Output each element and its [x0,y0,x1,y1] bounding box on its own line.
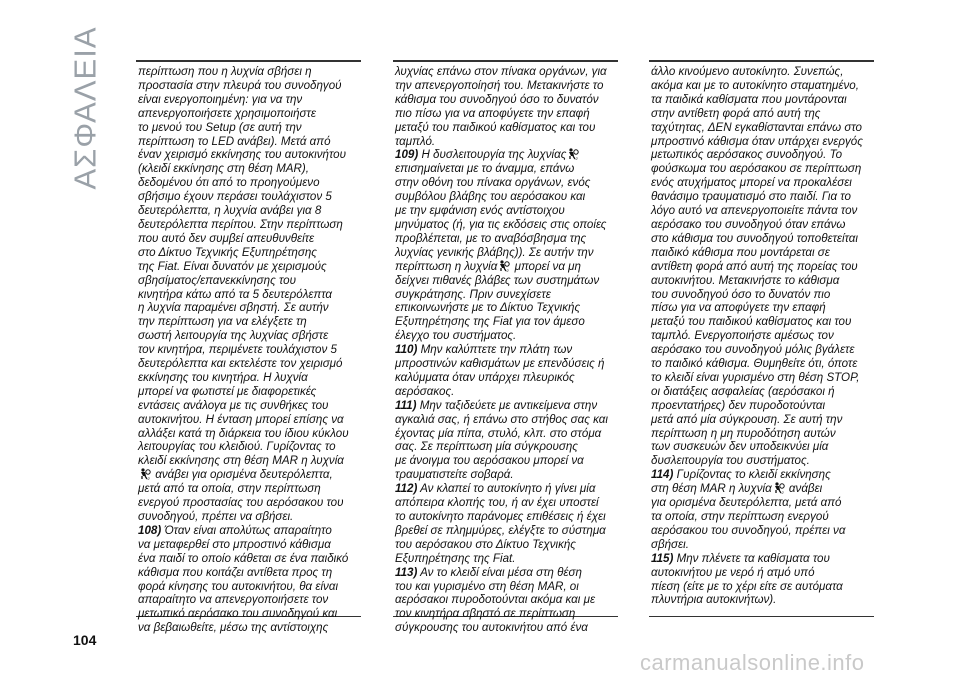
note-number: 115) [651,551,674,565]
paragraph-text: επισημαίνεται με το άναμμα, επάνω στην οθόνη του πίνακα οργάνων, ενός συμβόλου βλάβης του αερόσακου και με την εμφάνιση ενός αντίστοιχου μηνύματος (ή, για τις εκδόσεις στις οποίες προβλέπεται, με το αναβόσβησμα της λυχνίας γενικής βλάβης)). Σε αυτήν την περίπτωση η λυχνία [395,162,607,273]
paragraph: περίπτωση που η λυχνία σβήσει η προστασία στην πλευρά του συνοδηγού είναι ενεργοποιημένη: για να την απενεργοποιήσετε χρησιμοποιήστε το μενού του Setup (σε αυτή την περίπτωση το LED ανάβει). Μετά από έναν χειρισμό εκκίνησης του αυτοκινήτου (κλειδί εκκίνησης στη θέση MAR), δεδομένου ότι από το προηγούμενο σβήσιμο έχουν περάσει τουλάχιστον 5 δευτερόλεπτα, η λυχνία ανάβει για 8 δευτερόλεπτα περίπου. Στην περίπτωση που αυτό δεν συμβεί απευθυνθείτε στο Δίκτυο Τεχνικής Εξυπηρέτησης της Fiat. Είναι δυνατόν με χειρισμούς σβησίματος/επανεκκίνησης του κινητήρα κάτω από τα 5 δευτερόλεπτα η λυχνία παραμένει σβηστή. Σε αυτήν την περίπτωση για να ελέγξετε τη σωστή λειτουργία της λυχνίας σβήστε τον κινητήρα, περιμένετε τουλάχιστον 5 δευτερόλεπτα και εκτελέστε τον χειρισμό εκκίνησης του κινητήρα. Η λυχνία μπορεί να φωτιστεί με διαφορετικές εντάσεις ανάλογα με τις συνθήκες του αυτοκινήτου. Η ένταση μπορεί επίσης να αλλάξει κατά τη διάρκεια του ίδιου κύκλου λειτουργίας του κλειδιού. Γυρίζοντας το κλειδί εκκίνησης στη θέση MAR η λυχνία [138,65,349,468]
airbag-warning-icon [773,482,785,494]
note-number: 108) [138,523,162,537]
note-number: 110) [395,343,418,357]
page-number: 104 [73,632,97,648]
paragraph-text: 114) Γυρίζοντας το κλειδί εκκίνησης στη θέση MAR η λυχνία [651,468,831,496]
svg-text:2: 2 [506,267,510,273]
note-111: 111) Μην ταξιδεύετε με αντικείμενα στην αγκαλιά σας, ή επάνω στο στήθος σας και έχοντας μία πίπα, στυλό, κλπ. στο στόμα σας. Σε περίπτωση μία σύγκρουσης με άνοιγμα του αερόσακου μπορεί να τραυματιστείτε σοβαρά. [395,398,608,482]
watermark: carmanualsonline.info [640,650,865,675]
note-number: 112) [395,482,418,496]
paragraph: άλλο κινούμενο αυτοκίνητο. Συνεπώς, ακόμα και με το αυτοκίνητο σταματημένο, τα παιδικά καθίσματα που μοντάρονται στην αντίθετη φορά από αυτή της ταχύτητας, ΔΕΝ εγκαθίστανται επάνω στο μπροστινό κάθισμα όταν υπάρχει ενεργός μετωπικός αερόσακος συνοδηγού. Το φούσκωμα του αερόσακου σε περίπτωση ενός ατυχήματος μπορεί να προκαλέσει θανάσιμο τραυματισμό στο παιδί. Για το λόγο αυτό να απενεργοποιείτε πάντα τον αερόσακο του συνοδηγού όταν επάνω στο κάθισμα του συνοδηγού τοποθετείται παιδικό κάθισμα που μοντάρεται σε αντίθετη φορά από αυτή της πορείας του αυτοκινήτου. Μετακινήστε το κάθισμα του συνοδηγού όσο το δυνατόν πιο πίσω για να αποφύγετε την επαφή μεταξύ του παιδικού καθίσματος και του ταμπλό. Ενεργοποιήστε αμέσως τον αερόσακο του συνοδηγού μόλις βγάλετε το παιδικό κάθισμα. Θυμηθείτε ότι, όποτε το κλειδί είναι γυρισμένο στη θέση STOP, οι διατάξεις ασφαλείας (αερόσακοι ή προεντατήρες) δεν πυροδοτούνται μετά από μία σύγκρουση. Σε αυτή την περίπτωση η μη πυροδότηση αυτών των συσκευών δεν υποδεικνύει μία δυσλειτουργία του συστήματος. [651,65,863,468]
section-title-text: ΑΣΦΑΛΕΙΑ [68,26,103,190]
section-title [64,18,108,198]
note-110: 110) Μην καλύπτετε την πλάτη των μπροστινών καθισμάτων με επενδύσεις ή καλύμματα όταν υπάρχει πλευρικός αερόσακος. [395,343,605,398]
paragraph-text: 109) Η δυσλειτουργία της λυχνίας [395,148,567,162]
paragraph [138,468,359,524]
airbag-warning-icon [139,468,151,480]
note-115: 115) Μην πλένετε τα καθίσματα του αυτοκινήτου με νερό ή ατμό υπό πίεση (είτε με το χέρι είτε σε αυτόματα πλυντήρια αυτοκινήτων). [651,551,843,607]
svg-text:2: 2 [575,156,579,162]
text-column-3 [649,60,874,617]
note-number: 109) [395,148,419,162]
text-column-2 [393,60,618,635]
note-112: 112) Αν κλαπεί το αυτοκίνητο ή γίνει μία απόπειρα κλοπής του, ή αν έχει υποστεί το αυτοκίνητο παράνομες επιθέσεις ή έχει βρεθεί σε πλημμύρες, ελέγξτε το σύστημα του αερόσακου στο Δίκτυο Τεχνικής Εξυπηρέτησης της Fiat. [395,482,606,565]
paragraph: λυχνίας επάνω στον πίνακα οργάνων, για την απενεργοποίησή του. Μετακινήστε το κάθισμα του συνοδηγού όσο το δυνατόν πιο πίσω για να αποφύγετε την επαφή μεταξύ του παιδικού καθίσματος και του ταμπλό. [395,65,607,148]
note-number: 113) [395,565,418,579]
paragraph-text: ανάβει για ορισμένα δευτερόλεπτα, μετά από τα οποία, στην περίπτωση ενεργού προστασίας του αερόσακου του συνοδηγού, πρέπει να σβήσει. [138,468,344,523]
note-108: 108) Όταν είναι απολύτως απαραίτητο να μεταφερθεί στο μπροστινό κάθισμα ένα παιδί το οποίο κάθεται σε ένα παιδικό κάθισμα που κοιτάζει αντίθετα προς τη φορά κίνησης του αυτοκινήτου, θα είναι απαραίτητο να απενεργοποιήσετε τον μετωπικό αερόσακο του συνοδηγού και να βεβαιωθείτε, μέσω της αντίστοιχης [138,523,349,635]
note-number: 111) [395,398,417,412]
airbag-warning-icon [567,148,579,160]
airbag-warning-icon [498,260,510,272]
note-number: 114) [651,468,674,482]
note-109 [395,148,616,343]
svg-text:2: 2 [147,476,150,482]
note-113: 113) Αν το κλειδί είναι μέσα στη θέση του και γυρισμένο στη θέση MAR, οι αερόσακοι πυροδοτούνται ακόμα και με τον κινητήρα σβηστό σε περίπτωση σύγκρουσης του αυτοκινήτου από ένα [395,565,596,635]
svg-text:2: 2 [781,490,784,496]
paragraph-text: ανάβει για ορισμένα δευτερόλεπτα, μετά από τα οποία, στην περίπτωση ενεργού αερόσακου του συνοδηγού, πρέπει να σβήσει. [651,482,846,551]
note-114 [651,468,872,551]
text-column-1 [136,60,361,635]
paragraph-text: μπορεί να μη δείχνει πιθανές βλάβες των συστημάτων συγκράτησης. Πριν συνεχίσετε επικοινωνήστε με το Δίκτυο Τεχνικής Εξυπηρέτησης της Fiat για τον άμεσο έλεγχο του συστήματος. [395,259,600,343]
